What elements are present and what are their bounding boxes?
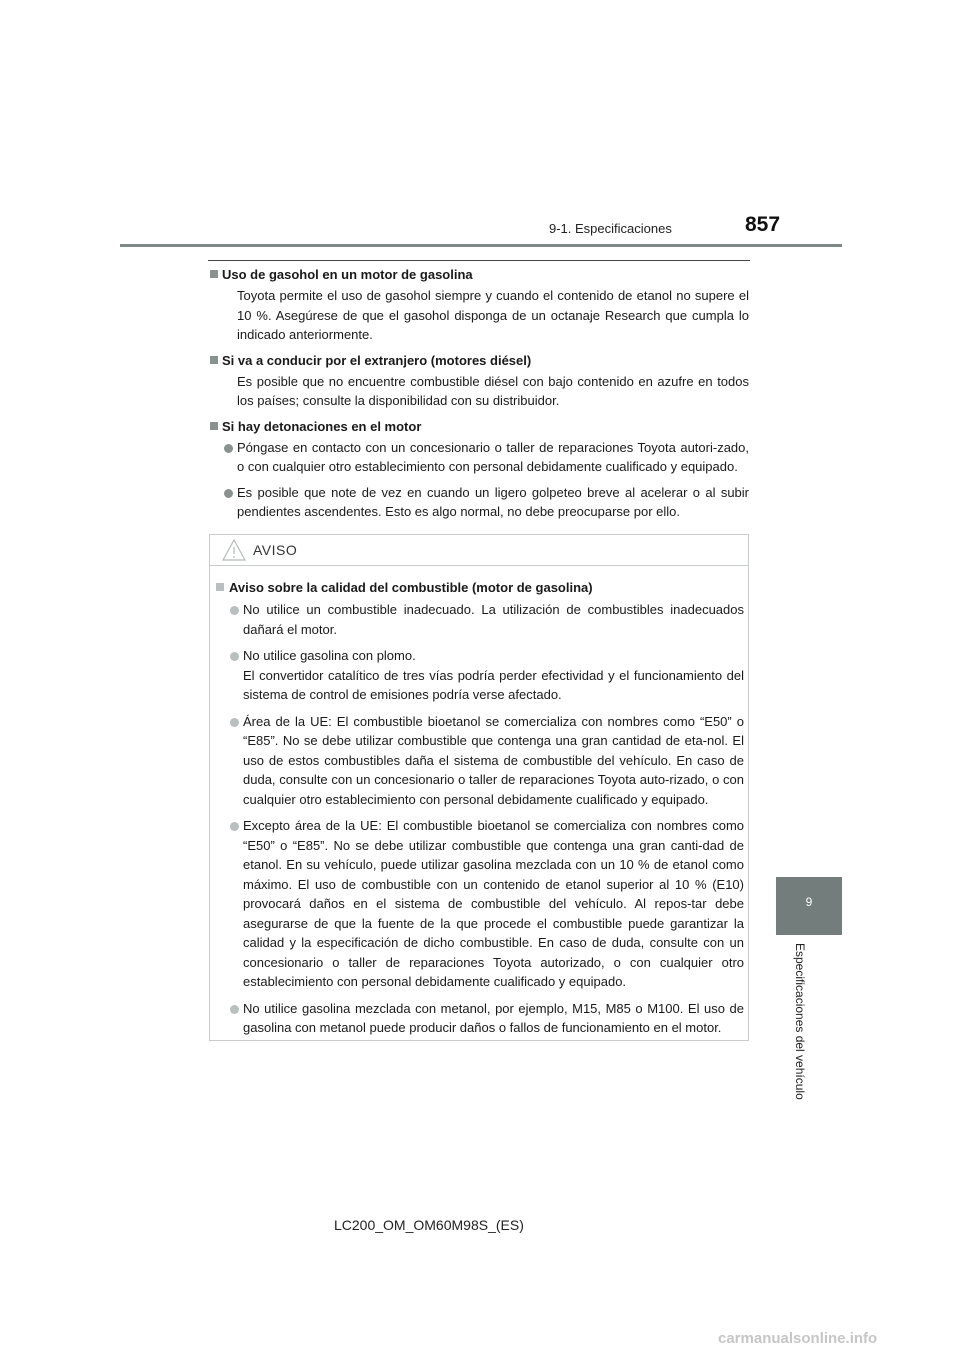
list-item: No utilice gasolina mezclada con metanol, por ejemplo, M15, M85 o M100. El uso de gasolina con metanol puede producir daños o fallos de funcionamiento en el motor. [215,999,745,1038]
main-content [208,265,749,528]
circle-bullet-icon [224,489,233,498]
page-number: 857 [745,213,781,236]
section-knocking [208,417,749,522]
list-item: Excepto área de la UE: El combustible bioetanol se comercializa con nombres como “E50” o “E85”. No se debe utilizar combustible que contenga una gran canti-dad de etanol. En su vehículo, puede utilizar gasolina mezclada con un 10 % de etanol como máximo. El uso de combustible con un contenido de etanol superior al 10 % (E10) provocará daños en el sistema de combustible del vehículo. Al repos-tar debe asegurarse de que la fuente de la que procede el combustible puede garantizar la calidad y la especificación de dicho combustible. En caso de duda, consulte con un concesionario o taller de reparaciones Toyota autorizado, o con cualquier otro establecimiento con personal debidamente cualificado y equipado. [215,816,745,992]
warning-triangle-icon [222,539,246,561]
section-title: Si va a conducir por el extranjero (motores diésel) [208,351,749,370]
section-text: Toyota permite el uso de gasohol siempre y cuando el contenido de etanol no supere el 10 %. Asegúrese de que el gasohol disponga de un octanaje Research que cumpla lo indicado anteriormente. [237,288,749,342]
list-item: Póngase en contacto con un concesionario o taller de reparaciones Toyota autori-zado, o con cualquier otro establecimiento con personal debidamente cualificado y equipado. [208,438,749,477]
list-item: Área de la UE: El combustible bioetanol se comercializa con nombres como “E50” o “E85”. No se debe utilizar combustible que contenga una gran cantidad de eta-nol. El uso de estos combustibles daña el sistema de combustible del vehículo. En caso de duda, consulte con un concesionario o taller de reparaciones Toyota auto-rizado, o con cualquier otro establecimiento con personal debidamente cualificado y equipado. [215,712,745,810]
circle-bullet-icon [224,444,233,453]
warning-title: Aviso sobre la calidad del combustible (motor de gasolina) [215,578,745,597]
chapter-tab [776,877,842,935]
list-item: No utilice gasolina con plomo. El convertidor catalítico de tres vías podría perder efectividad y el funcionamiento del sistema de control de emisiones podría verse afectado. [215,646,745,705]
warning-box [209,534,749,1041]
header-rule [120,244,842,247]
warning-label: AVISO [253,542,298,558]
square-bullet-icon [210,422,218,430]
square-bullet-icon [216,583,224,591]
circle-bullet-icon [230,652,239,661]
chapter-number: 9 [805,895,813,909]
section-title: Si hay detonaciones en el motor [208,417,749,436]
list-item: No utilice un combustible inadecuado. La utilización de combustibles inadecuados dañará el motor. [215,600,745,639]
circle-bullet-icon [230,606,239,615]
section-abroad [208,351,749,411]
square-bullet-icon [210,356,218,364]
watermark: carmanualsonline.info [718,1330,878,1347]
circle-bullet-icon [230,1005,239,1014]
circle-bullet-icon [230,718,239,727]
warning-body [215,578,745,1045]
list-item: Es posible que note de vez en cuando un ligero golpeteo breve al acelerar o al subir pendientes ascendentes. Esto es algo normal, no debe preocuparse por ello. [208,483,749,522]
content-rule [208,260,750,261]
section-title: Uso de gasohol en un motor de gasolina [208,265,749,284]
section-text: Es posible que no encuentre combustible diésel con bajo contenido en azufre en todos los países; consulte la disponibilidad con su distribuidor. [237,373,749,408]
circle-bullet-icon [230,822,239,831]
section-gasohol [208,265,749,345]
square-bullet-icon [210,270,218,278]
section-header: 9-1. Especificaciones [549,221,672,236]
warning-header [210,535,748,566]
chapter-label: Especificaciones del vehículo [793,943,807,1100]
document-code: LC200_OM_OM60M98S_(ES) [334,1217,524,1233]
